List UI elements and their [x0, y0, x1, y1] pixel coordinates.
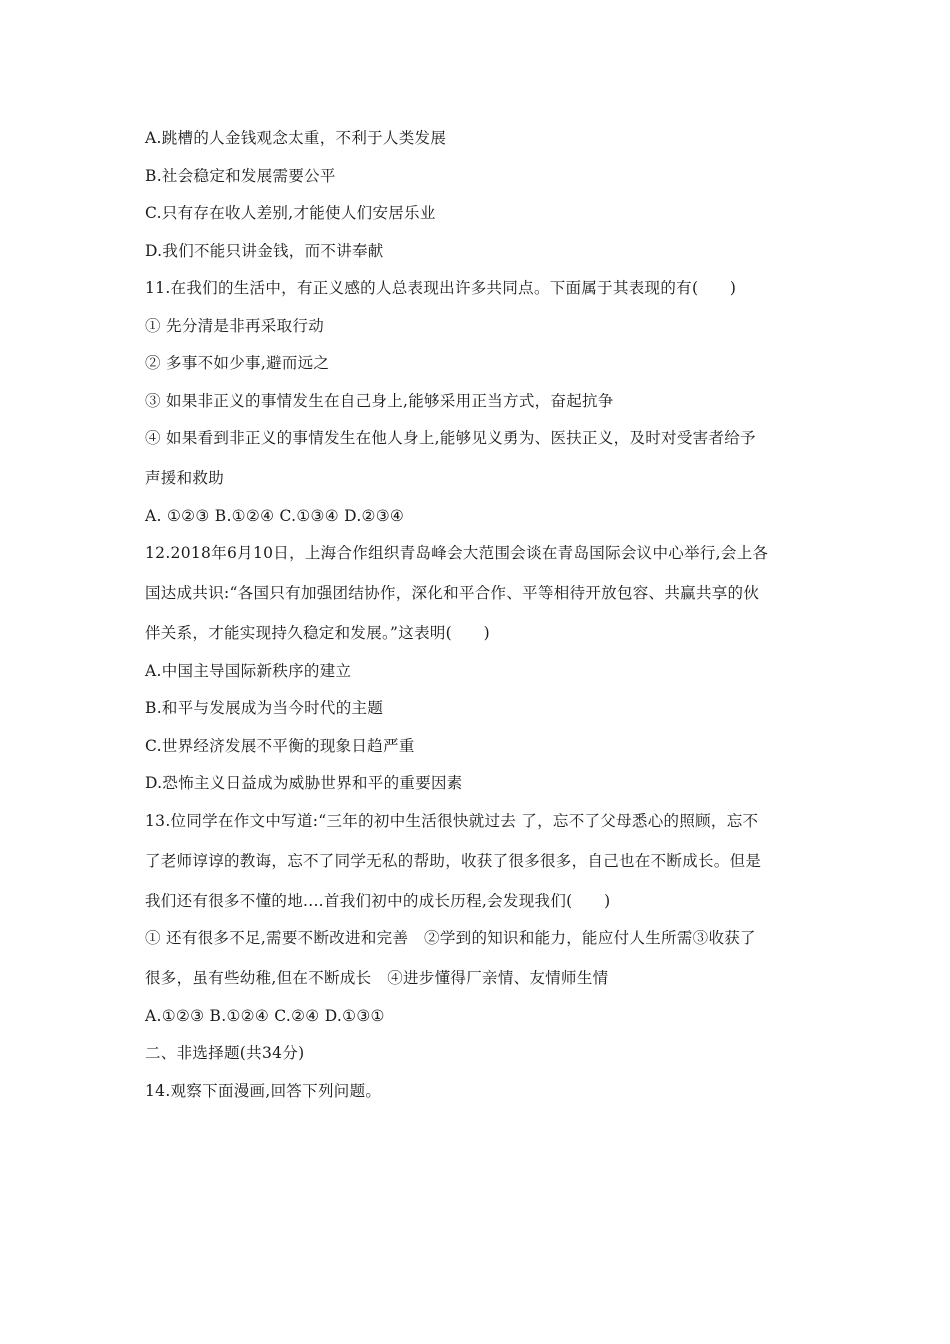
- q11-item-2: ② 多事不如少事,避而远之: [145, 354, 330, 372]
- q11-item-3: ③ 如果非正义的事情发生在自己身上,能够采用正当方式，奋起抗争: [145, 391, 614, 410]
- q11-item-1: ① 先分清是非再采取行动: [145, 316, 325, 335]
- document-page: [145, 127, 810, 1117]
- q11-choices: A. ①②③ B.①②④ C.①③④ D.②③④: [145, 506, 405, 525]
- q13-choices: A.①②③ B.①②④ C.②④ D.①③①: [145, 1006, 385, 1025]
- q10-option-a: A.跳槽的人金钱观念太重，不利于人类发展: [145, 129, 447, 147]
- q13-stem-3: 我们还有很多不懂的地....首我们初中的成长历程,会发现我们( ): [145, 891, 611, 910]
- q13-stem-1: 13.位同学在作文中写道:“三年的初中生活很快就过去 了，忘不了父母悉心的照顾，忘不: [145, 811, 759, 830]
- q11-stem: 11.在我们的生活中，有正义感的人总表现出许多共同点。下面属于其表现的有( ): [145, 279, 737, 297]
- q12-option-a: A.中国主导国际新秩序的建立: [145, 661, 352, 680]
- q11-item-4-cont: 声援和救助: [145, 469, 225, 487]
- q12-option-d: D.恐怖主义日益成为威胁世界和平的重要因素: [145, 774, 463, 792]
- q10-option-d: D.我们不能只讲金钱，而不讲奉献: [145, 241, 384, 260]
- q11-item-4: ④ 如果看到非正义的事情发生在他人身上,能够见义勇为、医扶正义，及时对受害者给予: [145, 429, 756, 447]
- q12-stem-2: 国达成共识:“各国只有加强团结协作，深化和平合作、平等相待开放包容、共赢共享的伙: [145, 584, 760, 602]
- q13-item-line-1: ① 还有很多不足,需要不断改进和完善 ②学到的知识和能力，能应付人生所需③收获了: [145, 929, 756, 947]
- section-title: 二、非选择题(共34分): [145, 1044, 305, 1062]
- q14-stem: 14.观察下面漫画,回答下列问题。: [145, 1081, 382, 1100]
- q13-item-line-2: 很多，虽有些幼稚,但在不断成长 ④进步懂得厂亲情、友情师生情: [145, 969, 609, 987]
- q10-option-c: C.只有存在收人差别,才能使人们安居乐业: [145, 204, 436, 222]
- q12-stem-3: 伴关系，才能实现持久稳定和发展。”这表明( ): [145, 624, 490, 642]
- q13-stem-2: 了老师谆谆的教诲，忘不了同学无私的帮助，收获了很多很多，自己也在不断成长。但是: [145, 851, 762, 870]
- q12-option-c: C.世界经济发展不平衡的现象日趋严重: [145, 736, 415, 755]
- q10-option-b: B.社会稳定和发展需要公平: [145, 166, 336, 185]
- q12-option-b: B.和平与发展成为当今时代的主题: [145, 699, 384, 717]
- q12-stem-1: 12.2018年6月10日，上海合作组织青岛峰会大范围会谈在青岛国际会议中心举行,会上各: [145, 544, 769, 562]
